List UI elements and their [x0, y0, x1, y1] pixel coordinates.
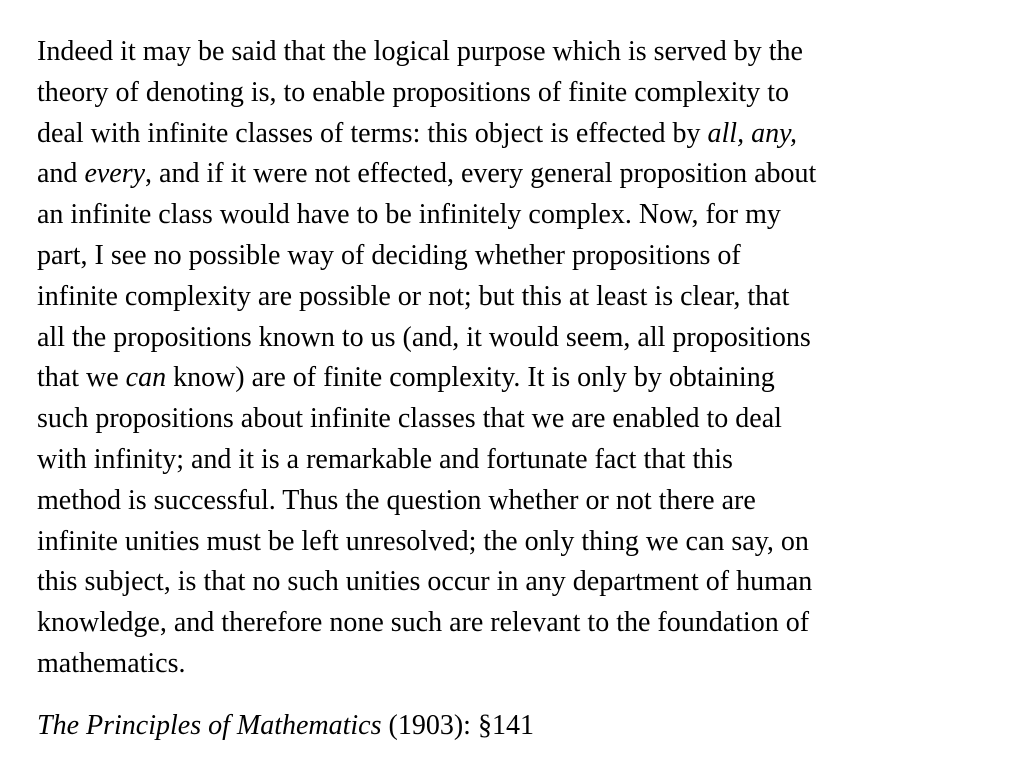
quote-line: [37, 277, 997, 318]
quote-line: [37, 32, 997, 73]
quote-text: infinite complexity are possible or not; but this at least is clear, that: [37, 280, 790, 312]
citation: [37, 706, 534, 747]
quote-line: [37, 358, 997, 399]
quote-line: [37, 236, 997, 277]
quote-emphasis: can: [125, 362, 167, 394]
quote-emphasis: all, any,: [707, 117, 797, 149]
quote-text: with infinity; and it is a remarkable and fortunate fact that this: [37, 443, 733, 475]
quote-line: [37, 440, 997, 481]
quote-paragraph: [37, 32, 997, 685]
quote-line: [37, 114, 997, 155]
citation-detail: (1903): §141: [381, 710, 534, 741]
quote-text: theory of denoting is, to enable propositions of finite complexity to: [37, 76, 789, 108]
quote-text: such propositions about infinite classes that we are enabled to deal: [37, 403, 782, 435]
quote-emphasis: every: [84, 158, 146, 190]
quote-text: part, I see no possible way of deciding whether propositions of: [37, 239, 741, 271]
quote-text: that we: [37, 362, 126, 394]
quote-line: [37, 603, 997, 644]
quote-text: and: [37, 158, 85, 190]
quote-text: mathematics.: [37, 647, 186, 679]
quote-line: [37, 481, 997, 522]
quote-line: [37, 195, 997, 236]
quote-line: [37, 154, 997, 195]
quote-line: [37, 522, 997, 563]
citation-title: The Principles of Mathematics: [37, 710, 382, 741]
quote-text: deal with infinite classes of terms: this object is effected by: [37, 117, 708, 149]
quote-text: all the propositions known to us (and, it would seem, all propositions: [37, 321, 811, 353]
quote-line: [37, 562, 997, 603]
quote-line: [37, 644, 997, 685]
quote-line: [37, 73, 997, 114]
quote-text: Indeed it may be said that the logical purpose which is served by the: [37, 36, 803, 67]
quote-line: [37, 318, 997, 359]
quote-text: know) are of finite complexity. It is only by obtaining: [166, 362, 775, 394]
quote-text: infinite unities must be left unresolved; the only thing we can say, on: [37, 525, 809, 557]
quote-text: , and if it were not effected, every general proposition about: [145, 158, 817, 190]
quote-text: method is successful. Thus the question whether or not there are: [37, 484, 756, 516]
quote-text: an infinite class would have to be infinitely complex. Now, for my: [37, 199, 781, 231]
quote-text: knowledge, and therefore none such are relevant to the foundation of: [37, 607, 810, 639]
quote-line: [37, 399, 997, 440]
quote-text: this subject, is that no such unities occur in any department of human: [37, 566, 813, 598]
